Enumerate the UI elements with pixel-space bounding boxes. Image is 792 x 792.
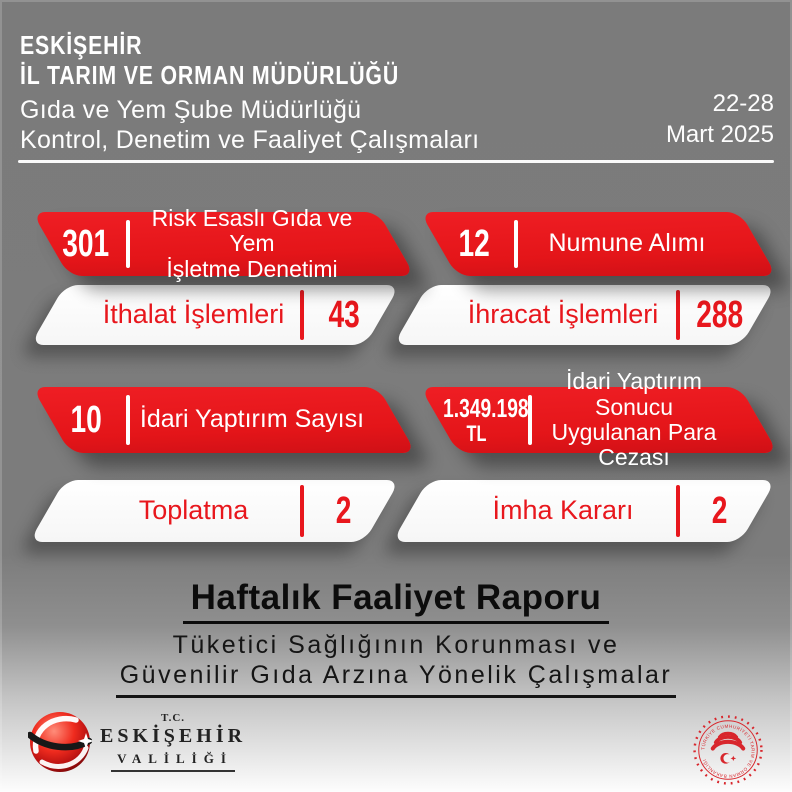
stat-value: 12 xyxy=(458,223,490,265)
stat-card-idari-yaptirim xyxy=(32,387,378,453)
report-subtitle: Tüketici Sağlığının Korunması ve Güvenilir Gıda Arzına Yönelik Çalışmalar xyxy=(116,630,677,698)
report-title-block xyxy=(0,578,792,698)
header xyxy=(0,0,792,165)
stat-label: Toplatma xyxy=(138,495,249,526)
dept-line1: Gıda ve Yem Şube Müdürlüğü xyxy=(20,96,362,124)
dept-line2: Kontrol, Denetim ve Faaliyet Çalışmaları xyxy=(20,126,480,154)
stat-value: 43 xyxy=(328,294,360,336)
header-divider-line xyxy=(18,160,774,163)
org-name-line1: ESKİŞEHİR xyxy=(20,30,143,60)
valilik-name: ESKİŞEHİR xyxy=(100,725,247,747)
report-title: Haftalık Faaliyet Raporu xyxy=(183,578,610,624)
divider-line xyxy=(300,485,304,537)
stat-label: İmha Kararı xyxy=(492,495,634,526)
valilik-text xyxy=(100,712,246,772)
divider-line xyxy=(300,290,304,340)
stat-value: 1.349.198 TL xyxy=(443,392,529,447)
valilik-sphere-icon xyxy=(28,710,92,774)
divider-line xyxy=(676,290,680,340)
divider-line xyxy=(126,220,130,269)
stat-value: 10 xyxy=(70,399,102,441)
stat-card-ihracat xyxy=(428,285,776,345)
date-range xyxy=(666,88,774,150)
date-days: 22-28 xyxy=(712,90,774,117)
valilik-sub: VALİLİĞİ xyxy=(111,751,235,772)
stat-value: 2 xyxy=(336,490,352,532)
valilik-tc: T.C. xyxy=(161,712,186,724)
stat-card-toplatma xyxy=(65,480,400,542)
svg-text:TÜRKİYE CUMHURİYETİ TARIM VE O: TÜRKİYE CUMHURİYETİ TARIM VE ORMAN BAKANLIĞI xyxy=(700,723,756,779)
stat-label: İdari Yaptırım Sayısı xyxy=(139,405,365,434)
eskisehir-valiligi-logo xyxy=(28,710,246,774)
stat-label: Risk Esaslı Gıda ve Yem İşletme Denetimi xyxy=(151,205,353,282)
stat-value: 2 xyxy=(712,490,728,532)
stat-card-imha-karari xyxy=(428,480,776,542)
stat-label: Numune Alımı xyxy=(548,229,706,258)
divider-line xyxy=(676,485,680,537)
stat-card-risk-denetim xyxy=(32,205,378,282)
stat-card-numune-alimi xyxy=(420,212,740,276)
stat-label: İhracat İşlemleri xyxy=(467,299,659,330)
stat-value: 301 xyxy=(62,223,110,265)
date-month-year: Mart 2025 xyxy=(665,121,774,148)
stat-label: İdari Yaptırım Sonucu Uygulanan Para Cezası xyxy=(551,368,717,471)
divider-line xyxy=(514,220,518,269)
stat-card-para-cezasi xyxy=(420,368,740,471)
tarim-orman-bakanligi-seal-icon xyxy=(690,712,766,788)
stat-value: 288 xyxy=(696,294,744,336)
divider-line xyxy=(126,395,130,445)
stat-card-ithalat xyxy=(65,285,400,345)
org-block xyxy=(20,30,482,155)
org-name-line2: İL TARIM VE ORMAN MÜDÜRLÜĞÜ xyxy=(20,60,400,90)
stat-label: İthalat İşlemleri xyxy=(102,299,285,330)
